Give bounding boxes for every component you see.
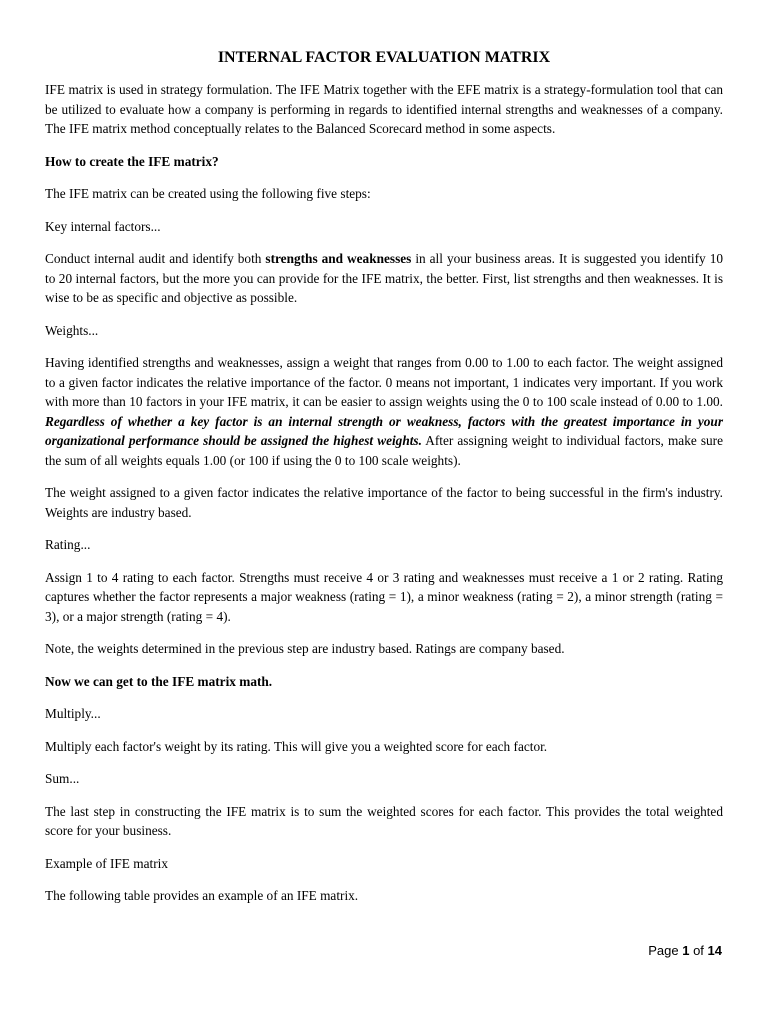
key-factors-heading: Key internal factors... (45, 218, 161, 234)
rating-heading: Rating... (45, 537, 91, 552)
example-heading: Example of IFE matrix (45, 855, 168, 871)
of-label: of (689, 943, 708, 958)
steps-intro: The IFE matrix can be created using the following five steps: (45, 186, 371, 201)
page-title: INTERNAL FACTOR EVALUATION MATRIX (217, 49, 551, 66)
page-total: 14 (707, 943, 722, 958)
example-paragraph: The following table provides an example of an IFE matrix. (45, 888, 359, 903)
page-current: 1 (682, 943, 690, 958)
key-factors-text-2: in all your business areas. It is suggested you identify 10 to 20 internal factors, but the more you can provide for the IFE matrix, the better. First, list strengths and then weaknesses. It is wise to be as specific and objective as possible. (45, 251, 723, 305)
weights-heading: Weights... (45, 322, 99, 338)
intro-paragraph: IFE matrix is used in strategy formulation. The IFE Matrix together with the EFE matrix is a strategy-formulation tool that can be utilized to evaluate how a company is performing in regards to identified internal strengths and weaknesses of a company. The IFE matrix method conceptually relates to the Balanced Scorecard method in some aspects. (45, 82, 723, 136)
weights-text-2: After assigning weight to individual factors, make sure the sum of all weights equals 1.00 (or 100 if using the 0 to 100 scale weights). (45, 433, 723, 468)
sum-heading: Sum... (45, 771, 80, 786)
multiply-heading: Multiply... (45, 706, 101, 721)
rating-note: Note, the weights determined in the previous step are industry based. Ratings are company based. (45, 641, 565, 656)
sum-paragraph: The last step in constructing the IFE matrix is to sum the weighted scores for each factor. This provides the total weighted score for your business. (45, 803, 723, 838)
key-factors-text-1: Conduct internal audit and identify both (45, 251, 266, 266)
key-factors-bold-text: strengths and weaknesses (265, 251, 412, 266)
document-body (45, 48, 723, 919)
multiply-paragraph: Multiply each factor's weight by its rating. This will give you a weighted score for each factor. (45, 738, 548, 754)
rating-paragraph: Assign 1 to 4 rating to each factor. Strengths must receive 4 or 3 rating and weaknesses must receive a 1 or 2 rating. Rating captures whether the factor represents a major weakness (rating = 1), a minor weakness (rating = 2), a minor strength (rating = 3), or a major strength (rating = 4). (45, 569, 723, 624)
weights-paragraph (45, 353, 723, 470)
weights-paragraph-2: The weight assigned to a given factor indicates the relative importance of the factor to being successful in the firm's industry. Weights are industry based. (45, 485, 723, 520)
key-factors-paragraph (45, 249, 723, 308)
page-label: Page (648, 943, 683, 958)
math-heading: Now we can get to the IFE matrix math. (45, 673, 273, 689)
weights-emphasis-text: Regardless of whether a key factor is an internal strength or weakness, factors with the greatest importance in your organizational performance should be assigned the highest weights. (45, 413, 723, 448)
page-number (648, 941, 722, 961)
how-heading: How to create the IFE matrix? (45, 153, 219, 169)
weights-text-1: Having identified strengths and weaknesses, assign a weight that ranges from 0.00 to 1.00 to each factor. The weight assigned to a given factor indicates the relative importance of the factor. 0 means not important, 1 indicates very important. If you work with more than 10 factors in your IFE matrix, it can be easier to assign weights using the 0 to 100 scale instead of 0.00 to 1.00. (45, 355, 723, 409)
